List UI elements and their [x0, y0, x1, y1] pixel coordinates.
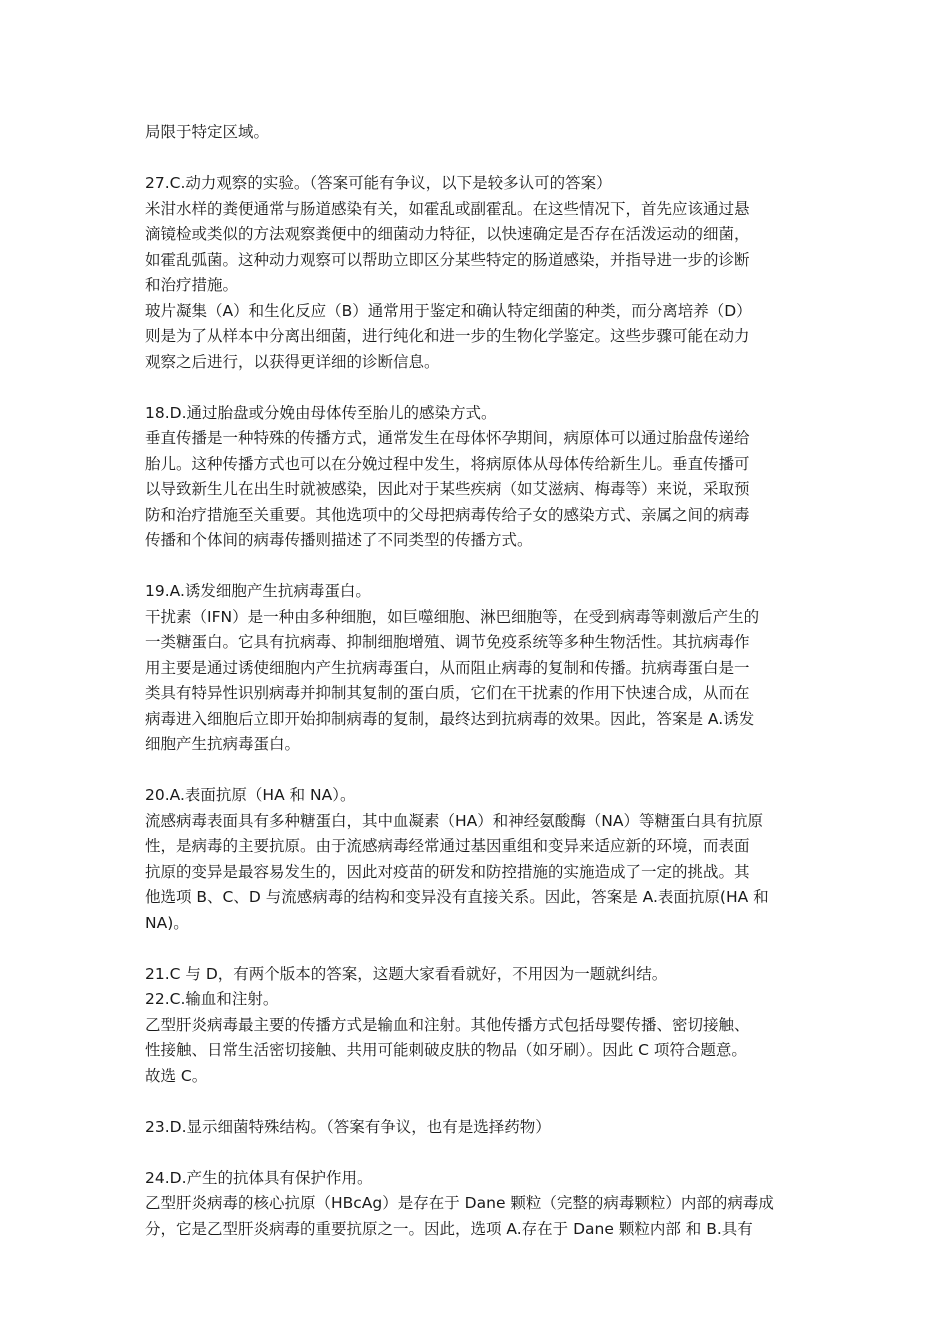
text-line: 垂直传播是一种特殊的传播方式，通常发生在母体怀孕期间，病原体可以通过胎盘传递给 — [145, 429, 750, 447]
text-line: 细胞产生抗病毒蛋白。 — [145, 735, 301, 753]
text-line: 类具有特异性识别病毒并抑制其复制的蛋白质，它们在干扰素的作用下快速合成，从而在 — [145, 684, 750, 702]
text-line: 米泔水样的粪便通常与肠道感染有关，如霍乱或副霍乱。在这些情况下，首先应该通过悬 — [145, 199, 750, 218]
text-line: 20.A.表面抗原（HA 和 NA）。 — [145, 786, 356, 804]
text-line: 27.C.动力观察的实验。（答案可能有争议，以下是较多认可的答案） — [145, 174, 612, 192]
text-line: 则是为了从样本中分离出细菌，进行纯化和进一步的生物化学鉴定。这些步骤可能在动力 — [145, 327, 750, 345]
text-line: 局限于特定区域。 — [145, 123, 270, 141]
text-line: 故选 C。 — [145, 1066, 208, 1085]
text-line: 用主要是通过诱使细胞内产生抗病毒蛋白，从而阻止病毒的复制和传播。抗病毒蛋白是一 — [145, 658, 750, 677]
text-line: 性接触、日常生活密切接触、共用可能刺破皮肤的物品（如牙刷）。因此 C 项符合题意。 — [145, 1041, 747, 1059]
text-line: 21.C 与 D，有两个版本的答案，这题大家看看就好，不用因为一题就纠结。 — [145, 964, 668, 983]
text-line: 流感病毒表面具有多种糖蛋白，其中血凝素（HA）和神经氨酸酶（NA）等糖蛋白具有抗原 — [145, 811, 763, 830]
text-line: 滴镜检或类似的方法观察粪便中的细菌动力特征，以快速确定是否存在活泼运动的细菌， — [145, 225, 750, 243]
text-line: 玻片凝集（A）和生化反应（B）通常用于鉴定和确认特定细菌的种类，而分离培养（D） — [145, 301, 752, 320]
text-line: 他选项 B、C、D 与流感病毒的结构和变异没有直接关系。因此，答案是 A.表面抗原(HA 和 — [145, 888, 769, 906]
blank-line — [145, 1089, 814, 1115]
blank-line — [145, 936, 814, 962]
text-line: 以导致新生儿在出生时就被感染，因此对于某些疾病（如艾滋病、梅毒等）来说，采取预 — [145, 480, 750, 498]
blank-line — [145, 146, 814, 172]
blank-line — [145, 758, 814, 784]
blank-line — [145, 375, 814, 401]
text-line: 19.A.诱发细胞产生抗病毒蛋白。 — [145, 582, 371, 600]
text-line: 性，是病毒的主要抗原。由于流感病毒经常通过基因重组和变异来适应新的环境，而表面 — [145, 837, 750, 855]
text-line: 乙型肝炎病毒的核心抗原（HBcAg）是存在于 Dane 颗粒（完整的病毒颗粒）内部的病毒成 — [145, 1194, 774, 1212]
text-line: 抗原的变异是最容易发生的，因此对疫苗的研发和防控措施的实施造成了一定的挑战。其 — [145, 862, 750, 881]
text-line: 胎儿。这种传播方式也可以在分娩过程中发生，将病原体从母体传给新生儿。垂直传播可 — [145, 454, 750, 473]
text-line: 乙型肝炎病毒最主要的传播方式是输血和注射。其他传播方式包括母婴传播、密切接触、 — [145, 1015, 750, 1034]
blank-line — [145, 1140, 814, 1166]
text-line: NA)。 — [145, 913, 189, 932]
blank-line — [145, 554, 814, 580]
text-line: 一类糖蛋白。它具有抗病毒、抑制细胞增殖、调节免疫系统等多种生物活性。其抗病毒作 — [145, 633, 750, 651]
text-line: 18.D.通过胎盘或分娩由母体传至胎儿的感染方式。 — [145, 403, 497, 422]
text-line: 防和治疗措施至关重要。其他选项中的父母把病毒传给子女的感染方式、亲属之间的病毒 — [145, 505, 750, 524]
text-line: 24.D.产生的抗体具有保护作用。 — [145, 1168, 373, 1187]
text-line: 如霍乱弧菌。这种动力观察可以帮助立即区分某些特定的肠道感染，并指导进一步的诊断 — [145, 250, 750, 269]
text-line: 22.C.输血和注射。 — [145, 990, 279, 1008]
text-line: 分，它是乙型肝炎病毒的重要抗原之一。因此，选项 A.存在于 Dane 颗粒内部 和 B.具有 — [145, 1219, 753, 1238]
text-line: 23.D.显示细菌特殊结构。（答案有争议，也有是选择药物） — [145, 1117, 551, 1136]
text-line: 病毒进入细胞后立即开始抑制病毒的复制，最终达到抗病毒的效果。因此，答案是 A.诱发 — [145, 709, 755, 728]
text-line: 干扰素（IFN）是一种由多种细胞，如巨噬细胞、淋巴细胞等，在受到病毒等刺激后产生的 — [145, 607, 760, 626]
text-line: 和治疗措施。 — [145, 276, 239, 294]
text-line: 传播和个体间的病毒传播则描述了不同类型的传播方式。 — [145, 531, 533, 549]
text-line: 观察之后进行，以获得更详细的诊断信息。 — [145, 352, 440, 371]
